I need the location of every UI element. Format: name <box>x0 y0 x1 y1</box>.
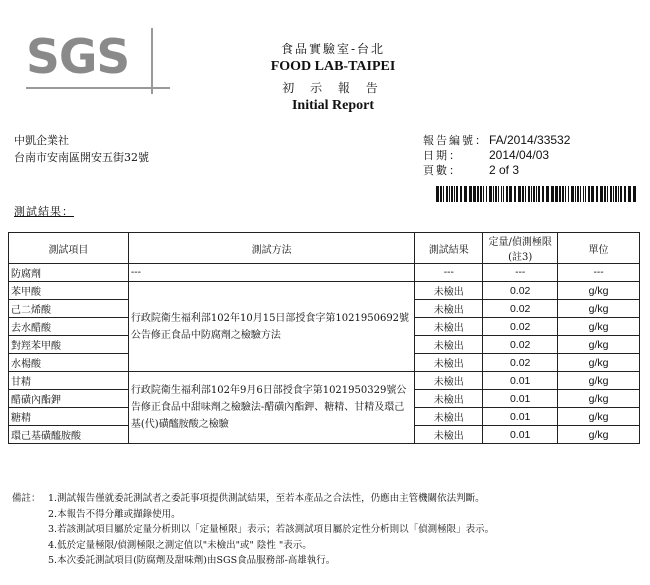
table-cell: 甘精 <box>9 372 129 390</box>
table-cell: 0.02 <box>483 318 558 336</box>
table-cell: 未檢出 <box>415 300 483 318</box>
note-item: 5.本次委託測試項目(防腐劑及甜味劑)由SGS食品服務部-高雄執行。 <box>48 555 336 566</box>
table-cell: 未檢出 <box>415 336 483 354</box>
table-cell: 未檢出 <box>415 354 483 372</box>
note-item: 3.若該測試項目屬於定量分析則以「定量極限」表示；若該測試項目屬於定性分析則以「偵測極限」表示。 <box>48 524 495 535</box>
table-cell: 0.01 <box>483 426 558 444</box>
table-cell: g/kg <box>558 318 640 336</box>
report-no: FA/2014/33532 <box>489 133 571 147</box>
table-cell: 未檢出 <box>415 426 483 444</box>
client-name: 中凱企業社 <box>14 134 69 147</box>
lab-name-chinese: 食品實驗室-台北 <box>280 42 386 56</box>
sgs-logo <box>26 28 174 94</box>
report-type-english: Initial Report <box>291 98 375 113</box>
table-row <box>9 264 640 282</box>
table-cell: 0.02 <box>483 354 558 372</box>
table-cell: 未檢出 <box>415 282 483 300</box>
table-cell: 0.02 <box>483 300 558 318</box>
table-cell: 糖精 <box>9 408 129 426</box>
note-item: 1.測試報告僅就委託測試者之委託事項提供測試結果，至若本產品之合法性，仍應由主管機關依法判斷。 <box>48 493 485 504</box>
table-cell: g/kg <box>558 372 640 390</box>
preservative-method: 行政院衛生福利部102年10月15日部授食字第1021950692號公告修正食品中防腐劑之檢驗方法 <box>128 282 414 372</box>
table-cell: 己二烯酸 <box>9 300 129 318</box>
report-date: 2014/04/03 <box>489 148 550 162</box>
table-cell: 未檢出 <box>415 408 483 426</box>
table-cell: g/kg <box>558 354 640 372</box>
header-method: 測試方法 <box>128 233 414 264</box>
table-cell: g/kg <box>558 336 640 354</box>
note-item: 4.低於定量極限/偵測極限之測定值以"未檢出"或" 陰性 "表示。 <box>48 539 312 551</box>
notes-section <box>12 491 494 569</box>
notes-label: 備註： <box>12 493 41 504</box>
table-cell: 0.01 <box>483 390 558 408</box>
table-cell: 對羥苯甲酸 <box>9 336 129 354</box>
table-header-row <box>9 233 640 264</box>
table-cell: 0.02 <box>483 282 558 300</box>
table-cell: g/kg <box>558 390 640 408</box>
category-preservative: 防腐劑 <box>9 264 129 282</box>
header-limit: 定量/偵測極限(註3) <box>483 233 558 264</box>
table-cell: g/kg <box>558 282 640 300</box>
table-cell: 未檢出 <box>415 318 483 336</box>
table-cell: --- <box>483 264 558 282</box>
logo-text: SGS <box>26 30 130 85</box>
header-result: 測試結果 <box>415 233 483 264</box>
table-cell: 0.01 <box>483 408 558 426</box>
table-cell: --- <box>128 264 414 282</box>
table-cell: 未檢出 <box>415 390 483 408</box>
header-unit: 單位 <box>558 233 640 264</box>
results-table <box>8 232 640 444</box>
table-cell: 水楊酸 <box>9 354 129 372</box>
table-cell: --- <box>558 264 640 282</box>
table-row <box>9 372 640 390</box>
table-cell: 未檢出 <box>415 372 483 390</box>
table-cell: 0.01 <box>483 372 558 390</box>
table-cell: 苯甲酸 <box>9 282 129 300</box>
report-meta <box>423 133 570 178</box>
sweetener-method: 行政院衛生福利部102年9月6日部授食字第1021950329號公告修正食品中甜味劑之檢驗法-醋磺內酯鉀、糖精、甘精及環己基(代)磺醯胺酸之檢驗 <box>128 372 414 444</box>
table-cell: 0.02 <box>483 336 558 354</box>
note-item: 2.本報告不得分離或擷錄使用。 <box>48 508 181 520</box>
report-header <box>248 40 418 114</box>
barcode <box>436 186 636 202</box>
page-number: 2 of 3 <box>489 163 520 177</box>
table-cell: g/kg <box>558 408 640 426</box>
table-cell: g/kg <box>558 300 640 318</box>
table-cell: g/kg <box>558 426 640 444</box>
lab-name-english: FOOD LAB-TAIPEI <box>270 59 396 74</box>
table-cell: --- <box>415 264 483 282</box>
table-cell: 環己基磺醯胺酸 <box>9 426 129 444</box>
client-info <box>14 132 149 166</box>
date-label: 日期： <box>423 149 462 162</box>
table-row <box>9 282 640 300</box>
table-cell: 去水醋酸 <box>9 318 129 336</box>
client-address: 台南市安南區開安五街32號 <box>14 151 149 164</box>
table-cell: 醋磺內酯鉀 <box>9 390 129 408</box>
report-no-label: 報告編號： <box>423 134 488 147</box>
results-title: 測試結果： <box>14 205 74 218</box>
report-type-chinese: 初 示 報 告 <box>282 81 384 95</box>
header-item: 測試項目 <box>9 233 129 264</box>
page-label: 頁數： <box>423 164 462 177</box>
